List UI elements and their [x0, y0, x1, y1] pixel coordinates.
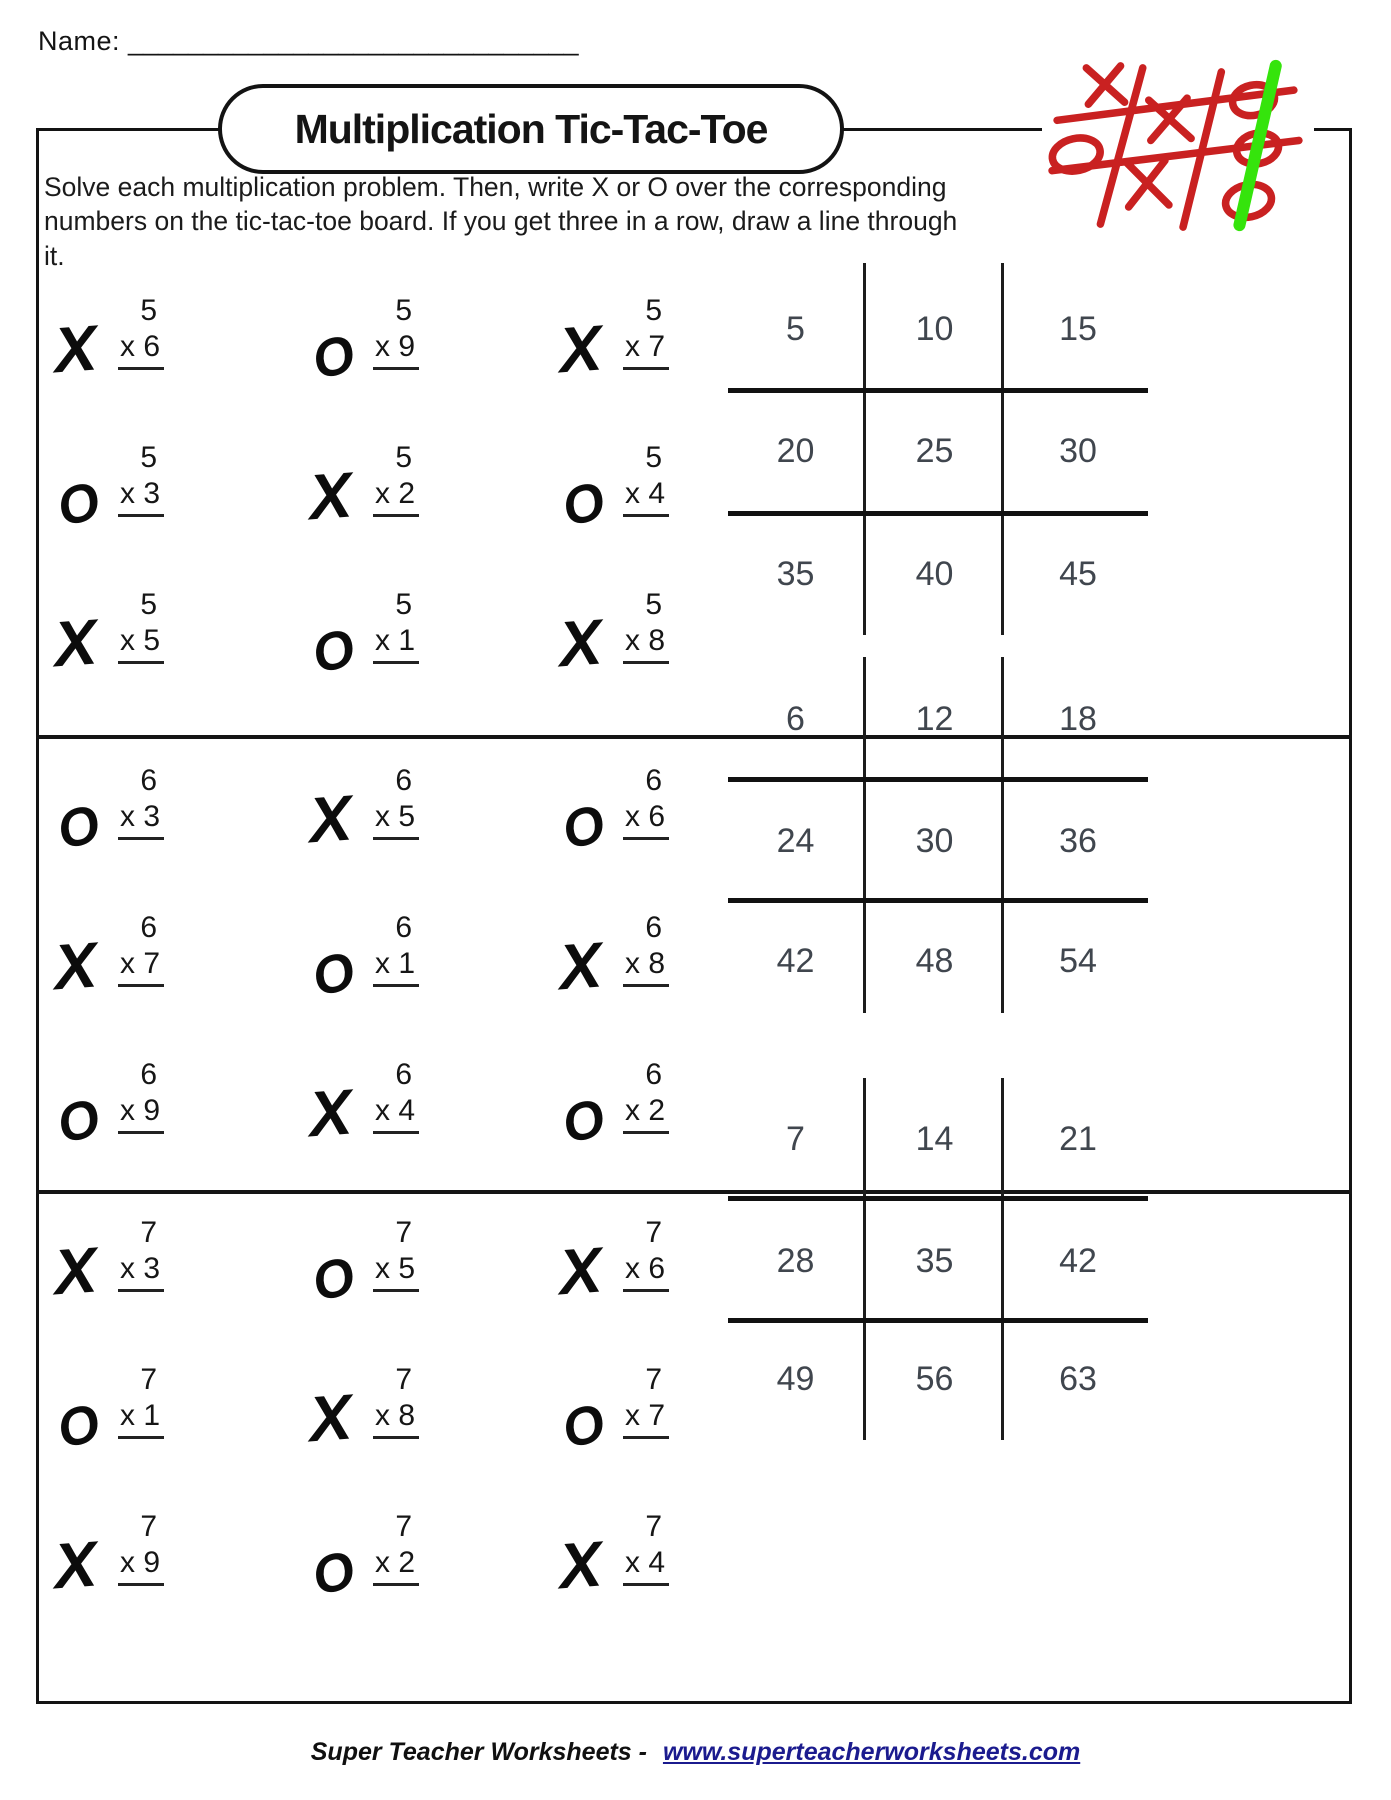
multiplication-problem [373, 763, 419, 840]
multiplication-problem [118, 1215, 164, 1292]
o-mark: O [556, 470, 611, 539]
board-cell[interactable]: 24 [776, 822, 815, 860]
board-vertical-line [863, 657, 866, 1013]
board-horizontal-line [728, 511, 1148, 516]
board-cell[interactable]: 49 [776, 1360, 815, 1398]
board-horizontal-line [728, 388, 1148, 393]
problem-cell [305, 872, 555, 1019]
problem-cell [555, 1019, 740, 1166]
board-cell[interactable]: 42 [1059, 1242, 1097, 1280]
problem-cell [555, 549, 740, 696]
multiplication-problem [623, 587, 669, 664]
problem-top-number: 5 [645, 294, 663, 327]
problem-top-number: 7 [395, 1216, 413, 1249]
problems-section-fives [50, 255, 740, 696]
problem-multiplier: x 9 [118, 1093, 164, 1134]
problem-top-number: 6 [645, 911, 663, 944]
board-cell[interactable]: 36 [1059, 822, 1097, 860]
problem-top-number: 5 [395, 588, 413, 621]
problem-cell [305, 1177, 555, 1324]
board-cell[interactable]: 42 [776, 942, 815, 980]
problem-multiplier: x 3 [118, 1251, 164, 1292]
problem-multiplier: x 6 [623, 799, 669, 840]
x-mark: X [51, 311, 100, 387]
problem-top-number: 5 [140, 294, 158, 327]
board-cell[interactable]: 21 [1059, 1120, 1097, 1158]
o-mark: O [306, 617, 361, 686]
x-mark: X [556, 1233, 605, 1309]
tictactoe-doodle-icon [1042, 56, 1314, 236]
board-cell[interactable]: 14 [915, 1120, 954, 1158]
board-vertical-line [863, 1078, 866, 1440]
x-mark: X [556, 605, 605, 681]
problem-top-number: 5 [645, 588, 663, 621]
problem-multiplier: x 1 [118, 1398, 164, 1439]
board-cell[interactable]: 48 [915, 942, 954, 980]
o-mark: O [51, 1392, 106, 1461]
problem-multiplier: x 6 [623, 1251, 669, 1292]
problem-top-number: 7 [645, 1363, 663, 1396]
board-horizontal-line [728, 1318, 1148, 1323]
board-cell[interactable]: 12 [915, 700, 954, 738]
board-cell[interactable]: 6 [786, 700, 805, 738]
problem-cell [50, 255, 305, 402]
board-horizontal-line [728, 898, 1148, 903]
x-mark: X [556, 1527, 605, 1603]
multiplication-problem [623, 1057, 669, 1134]
problem-top-number: 6 [140, 1058, 158, 1091]
board-cell[interactable]: 28 [776, 1242, 815, 1280]
board-cell[interactable]: 20 [776, 432, 815, 470]
multiplication-problem [623, 910, 669, 987]
x-mark: X [51, 1233, 100, 1309]
problem-cell [50, 1019, 305, 1166]
problems-section-sevens [50, 1177, 740, 1618]
problem-multiplier: x 2 [373, 1545, 419, 1586]
problem-cell [50, 1177, 305, 1324]
problem-cell [305, 1471, 555, 1618]
problem-top-number: 6 [645, 764, 663, 797]
problem-top-number: 7 [395, 1510, 413, 1543]
problem-multiplier: x 3 [118, 799, 164, 840]
problem-top-number: 7 [395, 1363, 413, 1396]
problem-cell [305, 725, 555, 872]
problem-cell [50, 872, 305, 1019]
o-mark: O [556, 1392, 611, 1461]
name-blank-line[interactable]: ______________________________ [128, 26, 579, 56]
problem-cell [555, 255, 740, 402]
board-cell[interactable]: 18 [1059, 700, 1097, 738]
problem-top-number: 6 [395, 764, 413, 797]
problem-top-number: 6 [395, 1058, 413, 1091]
instructions-line-1: Solve each multiplication problem. Then, write X or O over the corresponding [44, 172, 947, 202]
multiplication-problem [118, 1509, 164, 1586]
multiplication-problem [373, 1215, 419, 1292]
board-cell[interactable]: 30 [915, 822, 954, 860]
problem-cell [555, 402, 740, 549]
problem-top-number: 5 [140, 588, 158, 621]
problem-multiplier: x 4 [373, 1093, 419, 1134]
problem-cell [50, 725, 305, 872]
problem-multiplier: x 8 [373, 1398, 419, 1439]
multiplication-problem [623, 763, 669, 840]
problem-top-number: 7 [645, 1510, 663, 1543]
instructions-line-2: numbers on the tic-tac-toe board. If you get three in a row, draw a line through it. [44, 206, 958, 271]
board-cell[interactable]: 63 [1059, 1360, 1097, 1398]
name-row [38, 26, 579, 57]
problem-top-number: 5 [395, 441, 413, 474]
problem-cell [555, 1324, 740, 1471]
x-mark: X [306, 1380, 355, 1456]
x-mark: X [306, 458, 355, 534]
o-mark: O [306, 1539, 361, 1608]
o-mark: O [51, 793, 106, 862]
problem-cell [305, 1324, 555, 1471]
problem-multiplier: x 8 [623, 623, 669, 664]
problem-top-number: 5 [140, 441, 158, 474]
multiplication-problem [118, 440, 164, 517]
board-cell[interactable]: 54 [1059, 942, 1097, 980]
o-mark: O [556, 793, 611, 862]
multiplication-problem [623, 440, 669, 517]
tictactoe-board-sevens [728, 1078, 1148, 1440]
multiplication-problem [118, 293, 164, 370]
multiplication-problem [373, 1057, 419, 1134]
problem-multiplier: x 2 [373, 476, 419, 517]
board-cell[interactable]: 15 [1059, 310, 1097, 348]
o-mark: O [556, 1087, 611, 1156]
o-mark: O [306, 1245, 361, 1314]
problem-cell [305, 402, 555, 549]
problem-cell [50, 402, 305, 549]
board-cell[interactable]: 25 [915, 432, 954, 470]
problem-multiplier: x 5 [373, 1251, 419, 1292]
o-mark: O [306, 940, 361, 1009]
title-banner [218, 84, 844, 174]
problem-multiplier: x 9 [118, 1545, 164, 1586]
problem-multiplier: x 5 [118, 623, 164, 664]
problem-multiplier: x 1 [373, 623, 419, 664]
multiplication-problem [373, 1509, 419, 1586]
board-cell[interactable]: 5 [786, 310, 805, 348]
problem-top-number: 6 [140, 911, 158, 944]
problem-top-number: 6 [140, 764, 158, 797]
problem-top-number: 7 [140, 1510, 158, 1543]
problem-top-number: 7 [140, 1363, 158, 1396]
multiplication-problem [623, 293, 669, 370]
problem-cell [50, 1471, 305, 1618]
problem-cell [50, 549, 305, 696]
multiplication-problem [118, 587, 164, 664]
problem-multiplier: x 1 [373, 946, 419, 987]
x-mark: X [306, 781, 355, 857]
problems-section-sixes [50, 725, 740, 1166]
board-cell[interactable]: 40 [915, 555, 954, 593]
problem-multiplier: x 7 [623, 1398, 669, 1439]
footer-text: Super Teacher Worksheets - [310, 1738, 647, 1766]
board-vertical-line [863, 263, 866, 635]
problem-top-number: 5 [395, 294, 413, 327]
multiplication-problem [623, 1362, 669, 1439]
tictactoe-board-sixes [728, 657, 1148, 1013]
problem-multiplier: x 5 [373, 799, 419, 840]
problem-multiplier: x 7 [118, 946, 164, 987]
tictactoe-board-fives [728, 263, 1148, 635]
multiplication-problem [373, 910, 419, 987]
o-mark: O [51, 470, 106, 539]
problem-cell [305, 549, 555, 696]
board-cell[interactable]: 35 [915, 1242, 954, 1280]
problem-cell [555, 725, 740, 872]
board-cell[interactable]: 10 [915, 310, 954, 348]
x-mark: X [51, 605, 100, 681]
board-horizontal-line [728, 777, 1148, 782]
x-mark: X [51, 928, 100, 1004]
problem-cell [555, 1177, 740, 1324]
board-horizontal-line [728, 1196, 1148, 1201]
problem-multiplier: x 3 [118, 476, 164, 517]
page-title: Multiplication Tic-Tac-Toe [294, 105, 768, 152]
multiplication-problem [118, 1057, 164, 1134]
problem-multiplier: x 4 [623, 1545, 669, 1586]
board-cell[interactable]: 35 [776, 555, 815, 593]
problem-top-number: 5 [645, 441, 663, 474]
problem-multiplier: x 6 [118, 329, 164, 370]
problem-cell [305, 255, 555, 402]
footer-credit [0, 1738, 1391, 1767]
multiplication-problem [373, 1362, 419, 1439]
problem-cell [555, 872, 740, 1019]
board-cell[interactable]: 30 [1059, 432, 1097, 470]
multiplication-problem [118, 1362, 164, 1439]
multiplication-problem [118, 910, 164, 987]
o-mark: O [306, 323, 361, 392]
multiplication-problem [623, 1509, 669, 1586]
x-mark: X [306, 1075, 355, 1151]
name-label: Name: [38, 26, 121, 56]
problem-multiplier: x 7 [623, 329, 669, 370]
problem-multiplier: x 9 [373, 329, 419, 370]
multiplication-problem [373, 440, 419, 517]
x-mark: X [556, 311, 605, 387]
problem-multiplier: x 8 [623, 946, 669, 987]
problem-cell [555, 1471, 740, 1618]
footer-link[interactable]: www.superteacherworksheets.com [662, 1738, 1081, 1766]
problem-top-number: 6 [395, 911, 413, 944]
problem-top-number: 7 [645, 1216, 663, 1249]
board-cell[interactable]: 45 [1059, 555, 1097, 593]
problem-top-number: 6 [645, 1058, 663, 1091]
problem-multiplier: x 2 [623, 1093, 669, 1134]
board-cell[interactable]: 56 [915, 1360, 954, 1398]
problem-cell [50, 1324, 305, 1471]
o-mark: O [51, 1087, 106, 1156]
problem-cell [305, 1019, 555, 1166]
x-mark: X [556, 928, 605, 1004]
multiplication-problem [623, 1215, 669, 1292]
problem-top-number: 7 [140, 1216, 158, 1249]
multiplication-problem [373, 587, 419, 664]
multiplication-problem [118, 763, 164, 840]
x-mark: X [51, 1527, 100, 1603]
board-cell[interactable]: 7 [786, 1120, 805, 1158]
tictactoe-sketch-icon [1042, 56, 1314, 236]
problem-multiplier: x 4 [623, 476, 669, 517]
multiplication-problem [373, 293, 419, 370]
